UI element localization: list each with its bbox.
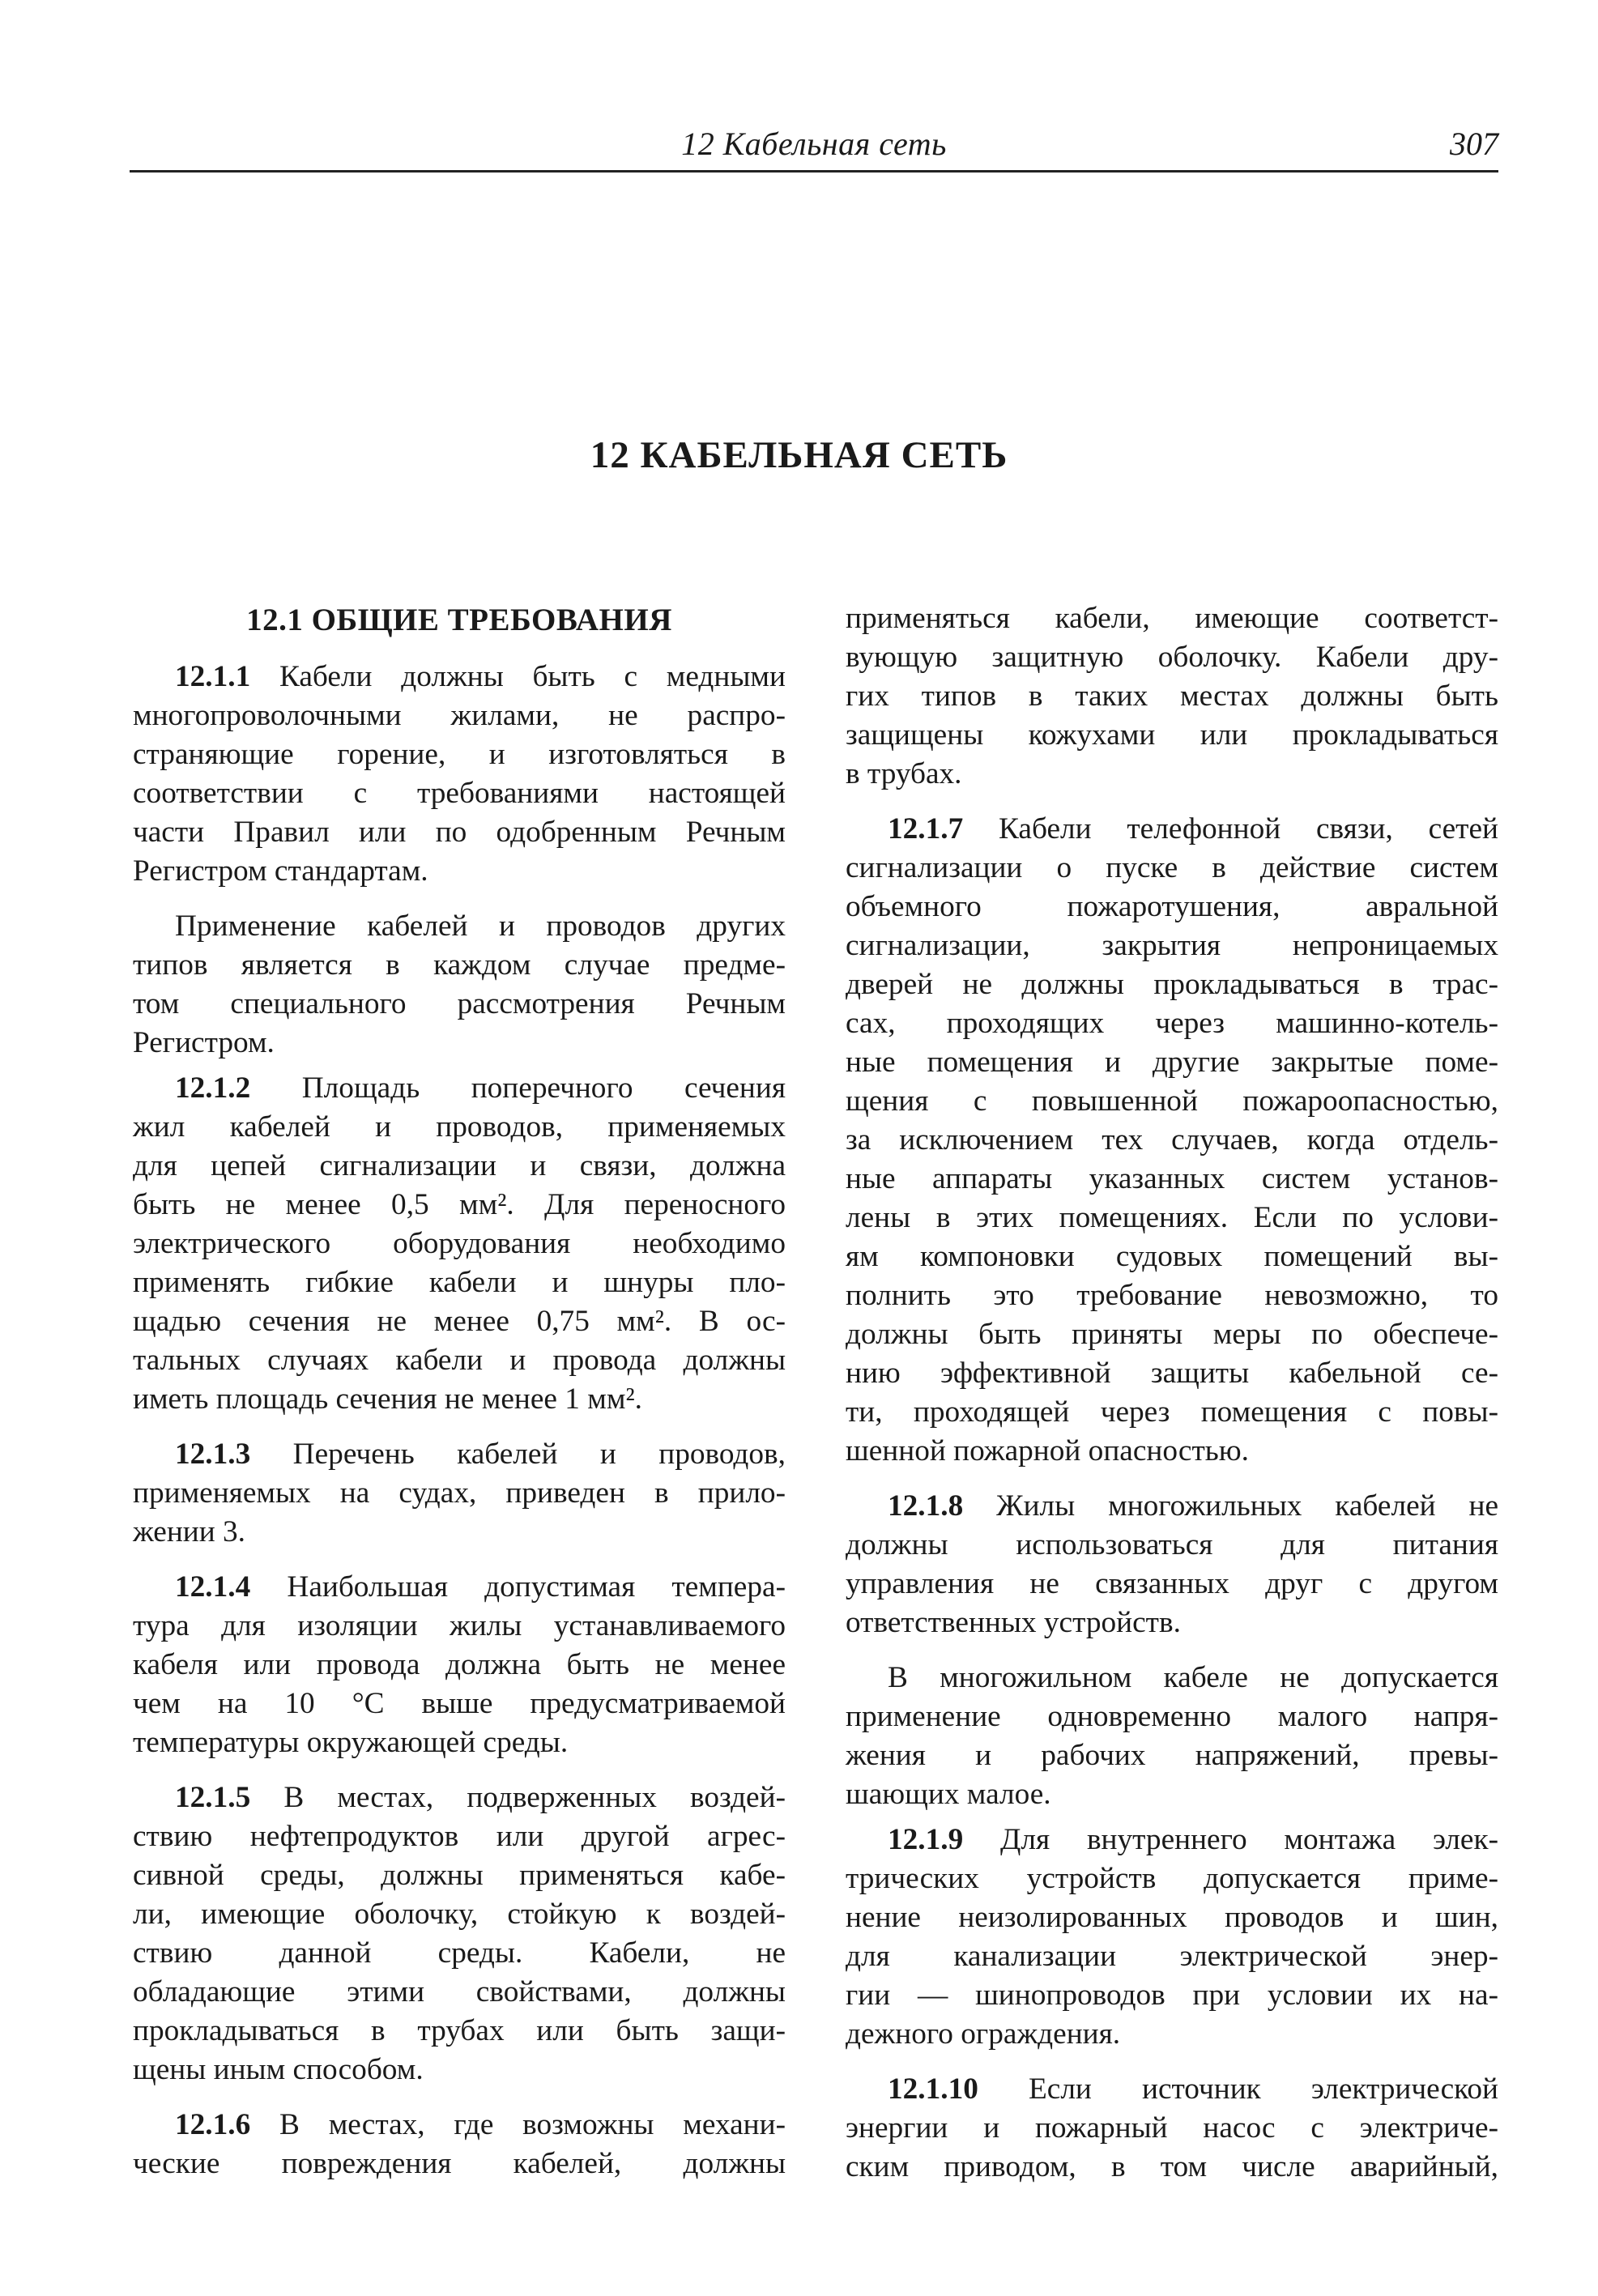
text-line: кабеля или провода должна быть не менее <box>133 1648 786 1681</box>
text-line: ствию нефтепродуктов или другой агрес- <box>133 1820 786 1853</box>
paragraph-12-1-1 <box>133 658 786 891</box>
text-line: многопроволочными жилами, не распро- <box>133 699 786 732</box>
paragraph-number: 12.1.1 <box>175 660 251 693</box>
text-line: применяться кабели, имеющие соответст- <box>846 602 1498 635</box>
text-line <box>133 2106 786 2145</box>
paragraph-number: 12.1.6 <box>175 2108 251 2141</box>
left-column <box>133 599 786 2200</box>
text-line: лены в этих помещениях. Если по услови- <box>846 1201 1498 1234</box>
chapter-title: 12 КАБЕЛЬНАЯ СЕТЬ <box>590 434 1008 476</box>
text-line <box>846 810 1498 849</box>
text-line <box>133 658 786 696</box>
paragraph-12-1-2 <box>133 1069 786 1419</box>
text-line: должны использоваться для питания <box>846 1528 1498 1561</box>
text-line: шающих малое. <box>846 1778 1051 1811</box>
text-line: тальных случаях кабели и провода должны <box>133 1344 786 1377</box>
paragraph-12-1-8 <box>846 1487 1498 1642</box>
running-header <box>130 121 1498 173</box>
text-line: прокладываться в трубах или быть защи- <box>133 2014 786 2047</box>
text-line: том специального рассмотрения Речным <box>133 987 786 1020</box>
text-line: гих типов в таких местах должны быть <box>846 679 1498 713</box>
paragraph-text: Для внутреннего монтажа элек- <box>963 1823 1498 1856</box>
paragraph-text: Площадь поперечного сечения <box>250 1071 786 1105</box>
text-line: для цепей сигнализации и связи, должна <box>133 1149 786 1182</box>
text-line: соответствии с требованиями настоящей <box>133 777 786 810</box>
text-line: за исключением тех случаев, когда отдель- <box>846 1123 1498 1157</box>
text-line <box>846 1487 1498 1526</box>
text-line: шенной пожарной опасностью. <box>846 1434 1249 1467</box>
text-line: дверей не должны прокладываться в трас- <box>846 968 1498 1001</box>
paragraph-text: Жилы многожильных кабелей не <box>963 1489 1498 1523</box>
paragraph-12-1-6 <box>133 2106 786 2183</box>
text-line: иметь площадь сечения не менее 1 мм². <box>133 1382 642 1416</box>
text-line: ответственных устройств. <box>846 1606 1181 1639</box>
text-line <box>133 1435 786 1474</box>
page-number: 307 <box>1450 126 1498 162</box>
text-line: жил кабелей и проводов, применяемых <box>133 1110 786 1144</box>
text-line: жении 3. <box>133 1515 246 1548</box>
paragraph-text: Кабели телефонной связи, сетей <box>963 812 1498 846</box>
text-line: применение одновременно малого напря- <box>846 1700 1498 1733</box>
text-line: щадью сечения не менее 0,75 мм². В ос- <box>133 1305 786 1338</box>
text-line: полнить это требование невозможно, то <box>846 1279 1498 1312</box>
text-line: защищены кожухами или прокладываться <box>846 718 1498 752</box>
section-title: 12.1 ОБЩИЕ ТРЕБОВАНИЯ <box>246 603 672 637</box>
text-line: Применение кабелей и проводов других <box>175 909 786 943</box>
text-line: энергии и пожарный насос с электриче- <box>846 2111 1498 2145</box>
text-line: ли, имеющие оболочку, стойкую к воздей- <box>133 1898 786 1931</box>
text-line: тура для изоляции жилы устанавливаемого <box>133 1609 786 1642</box>
paragraph-text: Наибольшая допустимая темпера- <box>250 1570 786 1604</box>
paragraph-text: Кабели должны быть с медными <box>250 660 786 693</box>
text-line: гии — шинопроводов при условии их на- <box>846 1979 1498 2012</box>
text-line: сивной среды, должны применяться кабе- <box>133 1859 786 1892</box>
paragraph-text: В местах, где возможны механи- <box>250 2108 786 2141</box>
text-line: чем на 10 °С выше предусматриваемой <box>133 1687 786 1720</box>
text-line: нение неизолированных проводов и шин, <box>846 1901 1498 1934</box>
text-line: вующую защитную оболочку. Кабели дру- <box>846 641 1498 674</box>
paragraph-number: 12.1.4 <box>175 1570 251 1604</box>
paragraph-12-1-9 <box>846 1821 1498 2054</box>
text-line: применяемых на судах, приведен в прило- <box>133 1476 786 1510</box>
text-line: ти, проходящей через помещения с повы- <box>846 1395 1498 1429</box>
text-line: нию эффективной защиты кабельной се- <box>846 1357 1498 1390</box>
paragraph-12-1-4 <box>133 1568 786 1762</box>
paragraph-12-1-3 <box>133 1435 786 1552</box>
text-line: температуры окружающей среды. <box>133 1726 569 1759</box>
text-line <box>846 1821 1498 1859</box>
text-line: ским приводом, в том числе аварийный, <box>846 2150 1498 2183</box>
text-line: щения с повышенной пожароопасностью, <box>846 1084 1498 1118</box>
text-line: ствию данной среды. Кабели, не <box>133 1936 786 1970</box>
running-title: 12 Кабельная сеть <box>681 126 947 162</box>
text-line: управления не связанных друг с другом <box>846 1567 1498 1600</box>
text-line: применять гибкие кабели и шнуры пло- <box>133 1266 786 1299</box>
paragraph-number: 12.1.10 <box>888 2072 978 2106</box>
text-line: быть не менее 0,5 мм². Для переносного <box>133 1188 786 1221</box>
paragraph-12-1-7 <box>846 810 1498 1471</box>
text-line: обладающие этими свойствами, должны <box>133 1975 786 2008</box>
text-line: щены иным способом. <box>133 2053 424 2086</box>
text-line: части Правил или по одобренным Речным <box>133 816 786 849</box>
right-column <box>846 599 1498 2203</box>
paragraph-text: Если источник электрической <box>978 2072 1498 2106</box>
paragraph-number: 12.1.8 <box>888 1489 964 1523</box>
text-line <box>846 2070 1498 2109</box>
paragraph-number: 12.1.9 <box>888 1823 964 1856</box>
paragraph-12-1-10 <box>846 2070 1498 2187</box>
text-line: В многожильном кабеле не допускается <box>888 1661 1498 1694</box>
text-line <box>133 1778 786 1817</box>
text-line: для канализации электрической энер- <box>846 1940 1498 1973</box>
text-line: ные аппараты указанных систем установ- <box>846 1162 1498 1195</box>
text-line: страняющие горение, и изготовляться в <box>133 738 786 771</box>
paragraph-number: 12.1.3 <box>175 1438 251 1471</box>
text-line: ям компоновки судовых помещений вы- <box>846 1240 1498 1273</box>
text-line: объемного пожаротушения, авральной <box>846 890 1498 923</box>
paragraph-number: 12.1.7 <box>888 812 964 846</box>
text-line: ные помещения и другие закрытые поме- <box>846 1046 1498 1079</box>
paragraph <box>846 1659 1498 1814</box>
text-line: электрического оборудования необходимо <box>133 1227 786 1260</box>
text-line: сигнализации о пуске в действие систем <box>846 851 1498 884</box>
paragraph-text: В местах, подверженных воздей- <box>250 1781 786 1814</box>
text-line: жения и рабочих напряжений, превы- <box>846 1739 1498 1772</box>
text-line: дежного ограждения. <box>846 2017 1121 2051</box>
text-line: сигнализации, закрытия непроницаемых <box>846 929 1498 962</box>
text-line <box>133 1568 786 1607</box>
text-line: типов является в каждом случае предме- <box>133 948 786 982</box>
text-line <box>133 1069 786 1108</box>
text-line: должны быть приняты меры по обеспече- <box>846 1318 1498 1351</box>
paragraph <box>846 599 1498 794</box>
paragraph-number: 12.1.2 <box>175 1071 251 1105</box>
paragraph-number: 12.1.5 <box>175 1781 251 1814</box>
paragraph <box>133 907 786 1063</box>
paragraph-text: Перечень кабелей и проводов, <box>250 1438 786 1471</box>
text-line: сах, проходящих через машинно-котель- <box>846 1007 1498 1040</box>
text-line: трических устройств допускается приме- <box>846 1862 1498 1895</box>
text-line: в трубах. <box>846 757 962 790</box>
text-line: Регистром стандартам. <box>133 854 428 888</box>
text-line: Регистром. <box>133 1026 275 1059</box>
text-line: ческие повреждения кабелей, должны <box>133 2147 786 2180</box>
paragraph-12-1-5 <box>133 1778 786 2089</box>
